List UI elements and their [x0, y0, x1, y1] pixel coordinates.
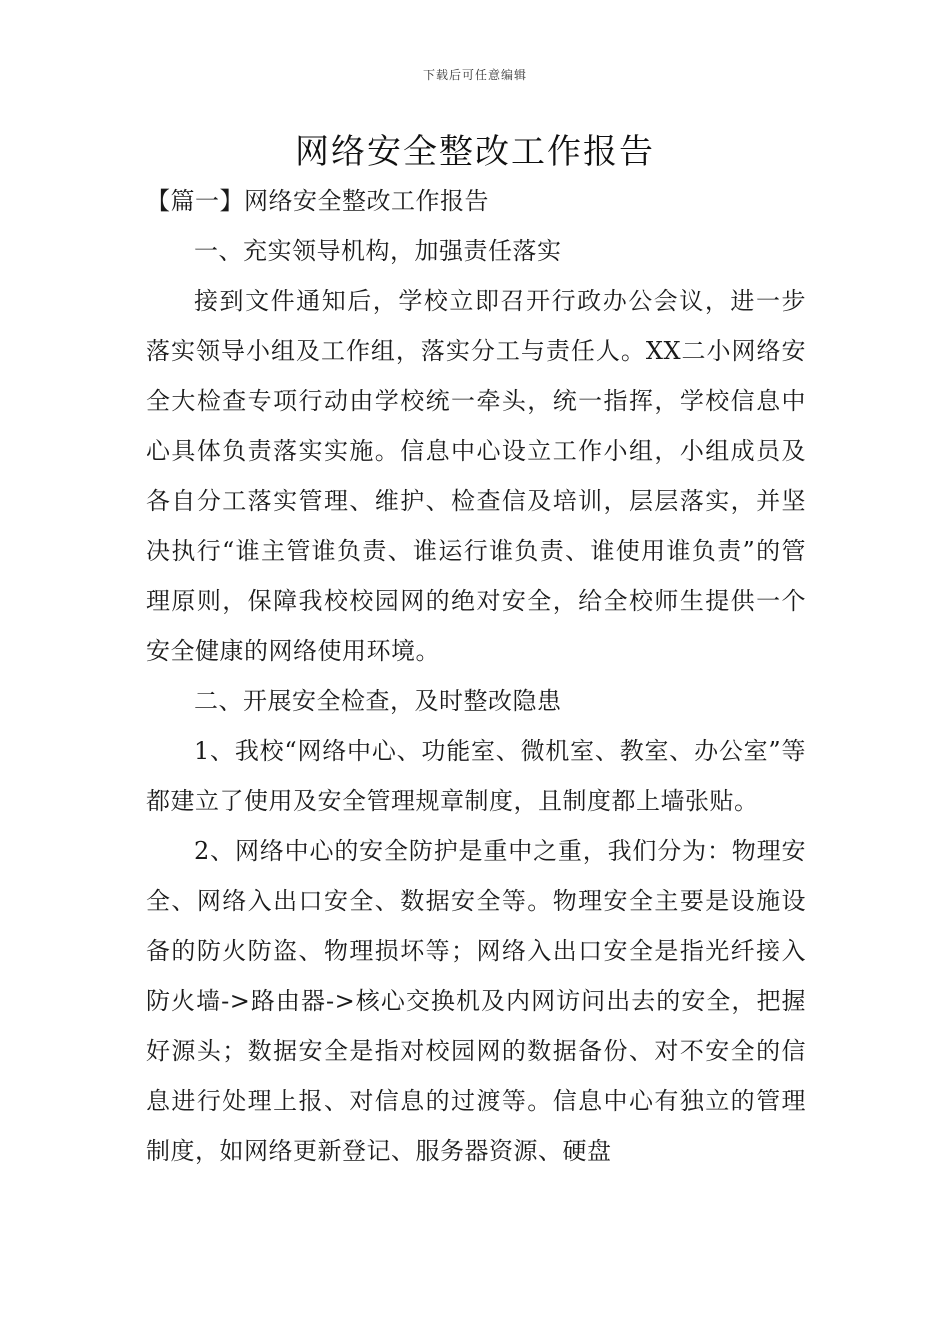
section-1-heading: 一、充实领导机构，加强责任落实	[194, 237, 562, 265]
section-1-paragraph: 接到文件通知后，学校立即召开行政办公会议，进一步落实领导小组及工作组，落实分工与责任人。XX二小网络安全大检查专项行动由学校统一牵头，统一指挥，学校信息中心具体负责落实实施。信息中心设立工作小组，小组成员及各自分工落实管理、维护、检查信及培训，层层落实，并坚决执行“谁主管谁负责、谁运行谁负责、谁使用谁负责”的管理原则，保障我校校园网的绝对安全，给全校师生提供一个安全健康的网络使用环境。	[146, 287, 806, 665]
document-title: 网络安全整改工作报告	[295, 132, 655, 172]
item-2-paragraph: 2、网络中心的安全防护是重中之重，我们分为：物理安全、网络入出口安全、数据安全等。物理安全主要是设施设备的防火防盗、物理损坏等；网络入出口安全是指光纤接入防火墙->路由器->核心交换机及内网访问出去的安全，把握好源头；数据安全是指对校园网的数据备份、对不安全的信息进行处理上报、对信息的过渡等。信息中心有独立的管理制度，如网络更新登记、服务器资源、硬盘	[146, 837, 806, 1165]
subtitle: 【篇一】网络安全整改工作报告	[146, 187, 489, 215]
item-1-paragraph: 1、我校“网络中心、功能室、微机室、教室、办公室”等都建立了使用及安全管理规章制度，且制度都上墙张贴。	[146, 737, 806, 815]
section-2-heading: 二、开展安全检查，及时整改隐患	[194, 687, 562, 715]
document-body	[146, 176, 806, 1176]
header-note: 下载后可任意编辑	[422, 68, 527, 82]
